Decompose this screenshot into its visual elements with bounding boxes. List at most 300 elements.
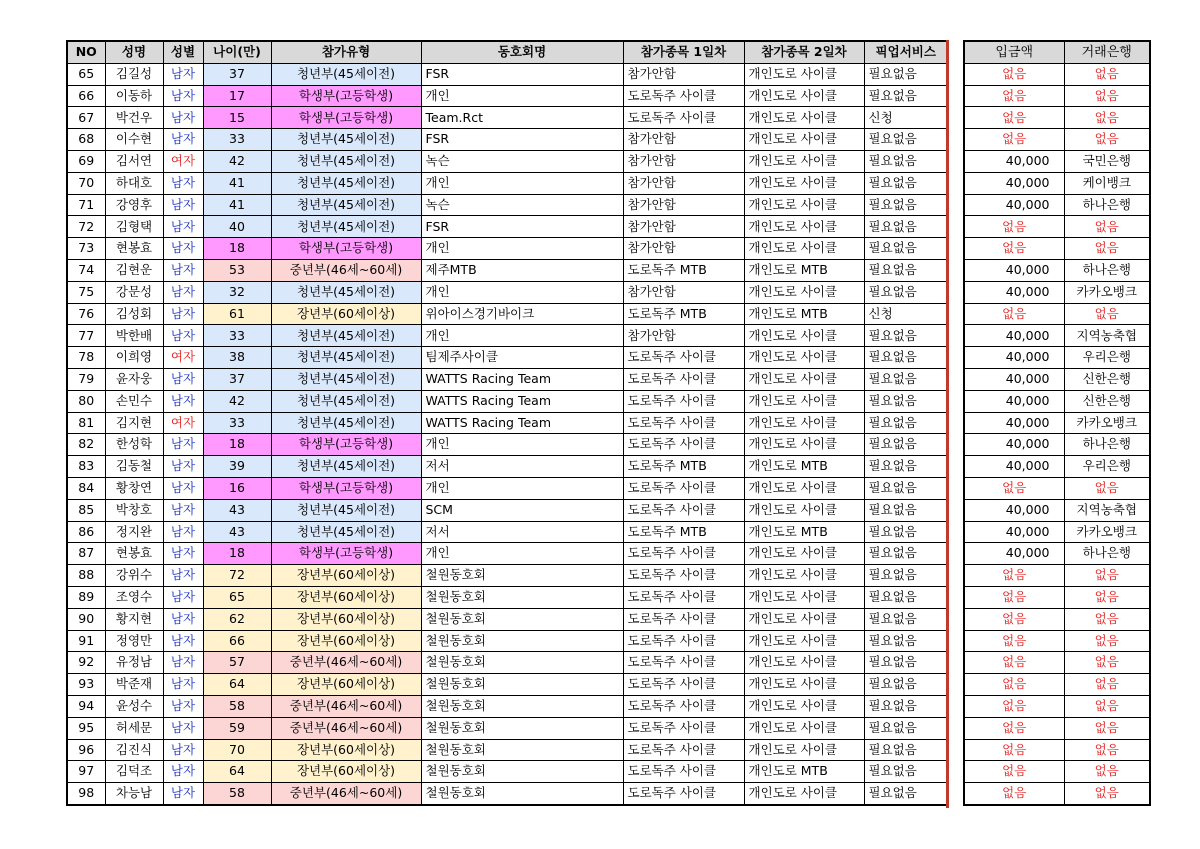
row-number: 81 (67, 412, 105, 434)
payment-row (964, 652, 1150, 674)
category-cell: 청년부(45세이전) (271, 499, 421, 521)
bank-cell: 없음 (1064, 674, 1150, 696)
club-cell: 철원동호회 (421, 608, 623, 630)
payment-row (964, 521, 1150, 543)
pickup-cell: 필요없음 (864, 630, 948, 652)
club-cell: 개인 (421, 85, 623, 107)
row-number: 66 (67, 85, 105, 107)
day2-event-cell: 개인도로 MTB (744, 521, 864, 543)
participant-name: 김서연 (105, 150, 163, 172)
day2-event-cell: 개인도로 사이클 (744, 434, 864, 456)
row-number: 67 (67, 107, 105, 129)
amount-cell: 40,000 (964, 499, 1064, 521)
age-cell: 18 (203, 434, 271, 456)
pickup-cell: 필요없음 (864, 325, 948, 347)
amount-cell: 없음 (964, 783, 1064, 805)
day1-event-cell: 도로독주 사이클 (623, 499, 744, 521)
table-row (67, 761, 948, 783)
age-cell: 37 (203, 63, 271, 85)
day2-event-cell: 개인도로 사이클 (744, 150, 864, 172)
category-cell: 장년부(60세이상) (271, 674, 421, 696)
bank-cell: 하나은행 (1064, 543, 1150, 565)
column-header: 참가종목 1일차 (623, 41, 744, 63)
bank-cell: 우리은행 (1064, 456, 1150, 478)
row-number: 75 (67, 281, 105, 303)
participant-name: 박준재 (105, 674, 163, 696)
category-cell: 장년부(60세이상) (271, 303, 421, 325)
gender-cell: 여자 (163, 347, 203, 369)
table-row (67, 259, 948, 281)
age-cell: 65 (203, 586, 271, 608)
pickup-cell: 필요없음 (864, 281, 948, 303)
day1-event-cell: 도로독주 사이클 (623, 412, 744, 434)
bank-cell: 없음 (1064, 63, 1150, 85)
day1-event-cell: 참가안함 (623, 150, 744, 172)
row-number: 69 (67, 150, 105, 172)
payment-row (964, 543, 1150, 565)
bank-cell: 없음 (1064, 129, 1150, 151)
row-number: 72 (67, 216, 105, 238)
participant-name: 이수현 (105, 129, 163, 151)
category-cell: 중년부(46세~60세) (271, 695, 421, 717)
payment-row (964, 695, 1150, 717)
age-cell: 43 (203, 521, 271, 543)
pickup-cell: 필요없음 (864, 652, 948, 674)
pickup-cell: 필요없음 (864, 368, 948, 390)
category-cell: 청년부(45세이전) (271, 347, 421, 369)
row-number: 94 (67, 695, 105, 717)
day2-event-cell: 개인도로 사이클 (744, 390, 864, 412)
amount-cell: 없음 (964, 586, 1064, 608)
bank-cell: 없음 (1064, 717, 1150, 739)
payment-row (964, 586, 1150, 608)
amount-cell: 없음 (964, 238, 1064, 260)
bank-cell: 없음 (1064, 608, 1150, 630)
table-row (67, 434, 948, 456)
row-number: 84 (67, 477, 105, 499)
age-cell: 37 (203, 368, 271, 390)
participant-name: 황지현 (105, 608, 163, 630)
column-header: 성별 (163, 41, 203, 63)
amount-cell: 없음 (964, 630, 1064, 652)
column-header: 입금액 (964, 41, 1064, 63)
day1-event-cell: 도로독주 사이클 (623, 739, 744, 761)
table-row (67, 325, 948, 347)
table-row (67, 216, 948, 238)
column-header: NO (67, 41, 105, 63)
gender-cell: 남자 (163, 739, 203, 761)
category-cell: 청년부(45세이전) (271, 412, 421, 434)
gender-cell: 남자 (163, 216, 203, 238)
day2-event-cell: 개인도로 사이클 (744, 608, 864, 630)
participant-name: 현봉효 (105, 543, 163, 565)
column-header: 참가종목 2일차 (744, 41, 864, 63)
day2-event-cell: 개인도로 사이클 (744, 477, 864, 499)
day2-event-cell: 개인도로 사이클 (744, 63, 864, 85)
payment-row (964, 456, 1150, 478)
column-header: 거래은행 (1064, 41, 1150, 63)
participant-name: 이동하 (105, 85, 163, 107)
club-cell: 개인 (421, 325, 623, 347)
day2-event-cell: 개인도로 사이클 (744, 783, 864, 805)
row-number: 90 (67, 608, 105, 630)
day2-event-cell: 개인도로 사이클 (744, 238, 864, 260)
participant-name: 정지완 (105, 521, 163, 543)
age-cell: 64 (203, 674, 271, 696)
day1-event-cell: 참가안함 (623, 129, 744, 151)
age-cell: 32 (203, 281, 271, 303)
gender-cell: 남자 (163, 521, 203, 543)
category-cell: 학생부(고등학생) (271, 238, 421, 260)
gender-cell: 남자 (163, 652, 203, 674)
amount-cell: 없음 (964, 303, 1064, 325)
payment-row (964, 238, 1150, 260)
club-cell: 개인 (421, 281, 623, 303)
bank-cell: 없음 (1064, 630, 1150, 652)
participant-name: 김덕조 (105, 761, 163, 783)
day2-event-cell: 개인도로 사이클 (744, 695, 864, 717)
pickup-cell: 필요없음 (864, 412, 948, 434)
row-number: 71 (67, 194, 105, 216)
category-cell: 중년부(46세~60세) (271, 652, 421, 674)
row-number: 87 (67, 543, 105, 565)
day1-event-cell: 도로독주 사이클 (623, 368, 744, 390)
row-number: 96 (67, 739, 105, 761)
day2-event-cell: 개인도로 사이클 (744, 630, 864, 652)
category-cell: 장년부(60세이상) (271, 608, 421, 630)
amount-cell: 40,000 (964, 259, 1064, 281)
participant-name: 현봉효 (105, 238, 163, 260)
participant-name: 김형택 (105, 216, 163, 238)
day1-event-cell: 도로독주 MTB (623, 521, 744, 543)
gender-cell: 남자 (163, 456, 203, 478)
day2-event-cell: 개인도로 사이클 (744, 281, 864, 303)
amount-cell: 40,000 (964, 150, 1064, 172)
bank-cell: 하나은행 (1064, 434, 1150, 456)
category-cell: 청년부(45세이전) (271, 129, 421, 151)
payment-row (964, 717, 1150, 739)
club-cell: FSR (421, 129, 623, 151)
pickup-cell: 필요없음 (864, 63, 948, 85)
amount-cell: 없음 (964, 216, 1064, 238)
day1-event-cell: 도로독주 MTB (623, 456, 744, 478)
pickup-cell: 필요없음 (864, 456, 948, 478)
amount-cell: 없음 (964, 608, 1064, 630)
gender-cell: 남자 (163, 172, 203, 194)
table-row (67, 695, 948, 717)
club-cell: 개인 (421, 434, 623, 456)
club-cell: 철원동호회 (421, 783, 623, 805)
gender-cell: 남자 (163, 586, 203, 608)
day1-event-cell: 참가안함 (623, 325, 744, 347)
payment-row (964, 783, 1150, 805)
participant-name: 김동철 (105, 456, 163, 478)
row-number: 80 (67, 390, 105, 412)
pickup-cell: 필요없음 (864, 172, 948, 194)
payment-row (964, 390, 1150, 412)
bank-cell: 신한은행 (1064, 390, 1150, 412)
participant-name: 하대호 (105, 172, 163, 194)
amount-cell: 40,000 (964, 347, 1064, 369)
pickup-cell: 필요없음 (864, 150, 948, 172)
category-cell: 청년부(45세이전) (271, 521, 421, 543)
pickup-cell: 필요없음 (864, 565, 948, 587)
row-number: 68 (67, 129, 105, 151)
bank-cell: 없음 (1064, 303, 1150, 325)
category-cell: 장년부(60세이상) (271, 761, 421, 783)
category-cell: 청년부(45세이전) (271, 63, 421, 85)
gender-cell: 남자 (163, 63, 203, 85)
pickup-cell: 필요없음 (864, 608, 948, 630)
pickup-cell: 필요없음 (864, 674, 948, 696)
participant-name: 차능남 (105, 783, 163, 805)
participant-name: 김길성 (105, 63, 163, 85)
bank-cell: 없음 (1064, 477, 1150, 499)
bank-cell: 없음 (1064, 783, 1150, 805)
participant-name: 강문성 (105, 281, 163, 303)
table-row (67, 412, 948, 434)
payment-row (964, 303, 1150, 325)
age-cell: 43 (203, 499, 271, 521)
table-row (67, 368, 948, 390)
pickup-cell: 필요없음 (864, 194, 948, 216)
payment-row (964, 368, 1150, 390)
club-cell: 철원동호회 (421, 739, 623, 761)
age-cell: 72 (203, 565, 271, 587)
payment-row (964, 325, 1150, 347)
participant-name: 윤성수 (105, 695, 163, 717)
amount-cell: 40,000 (964, 521, 1064, 543)
participant-name: 박건우 (105, 107, 163, 129)
gender-cell: 남자 (163, 717, 203, 739)
day1-event-cell: 도로독주 사이클 (623, 85, 744, 107)
pickup-cell: 필요없음 (864, 238, 948, 260)
age-cell: 17 (203, 85, 271, 107)
amount-cell: 없음 (964, 717, 1064, 739)
payment-table (963, 40, 1151, 806)
gender-cell: 남자 (163, 281, 203, 303)
amount-cell: 40,000 (964, 456, 1064, 478)
payment-row (964, 499, 1150, 521)
pickup-cell: 필요없음 (864, 783, 948, 805)
participant-name: 이희영 (105, 347, 163, 369)
table-row (67, 85, 948, 107)
day1-event-cell: 도로독주 사이클 (623, 347, 744, 369)
bank-cell: 카카오뱅크 (1064, 412, 1150, 434)
day2-event-cell: 개인도로 사이클 (744, 194, 864, 216)
row-number: 77 (67, 325, 105, 347)
pickup-cell: 필요없음 (864, 761, 948, 783)
participant-name: 허세문 (105, 717, 163, 739)
bank-cell: 하나은행 (1064, 259, 1150, 281)
category-cell: 장년부(60세이상) (271, 630, 421, 652)
participant-name: 박창호 (105, 499, 163, 521)
amount-cell: 40,000 (964, 325, 1064, 347)
pickup-cell: 필요없음 (864, 129, 948, 151)
column-header: 참가유형 (271, 41, 421, 63)
table-row (67, 238, 948, 260)
age-cell: 58 (203, 695, 271, 717)
club-cell: 녹슨 (421, 150, 623, 172)
pickup-cell: 필요없음 (864, 216, 948, 238)
row-number: 82 (67, 434, 105, 456)
payment-row (964, 477, 1150, 499)
bank-cell: 없음 (1064, 586, 1150, 608)
day2-event-cell: 개인도로 MTB (744, 456, 864, 478)
gender-cell: 남자 (163, 238, 203, 260)
table-row (67, 739, 948, 761)
bank-cell: 없음 (1064, 216, 1150, 238)
day2-event-cell: 개인도로 사이클 (744, 586, 864, 608)
row-number: 78 (67, 347, 105, 369)
age-cell: 59 (203, 717, 271, 739)
payment-row (964, 259, 1150, 281)
club-cell: 저서 (421, 456, 623, 478)
day1-event-cell: 참가안함 (623, 172, 744, 194)
gender-cell: 남자 (163, 325, 203, 347)
pickup-cell: 필요없음 (864, 543, 948, 565)
day2-event-cell: 개인도로 사이클 (744, 216, 864, 238)
bank-cell: 없음 (1064, 85, 1150, 107)
amount-cell: 없음 (964, 695, 1064, 717)
gender-cell: 남자 (163, 107, 203, 129)
payment-row (964, 434, 1150, 456)
amount-cell: 없음 (964, 739, 1064, 761)
club-cell: Team.Rct (421, 107, 623, 129)
category-cell: 학생부(고등학생) (271, 543, 421, 565)
participant-name: 조영수 (105, 586, 163, 608)
club-cell: 개인 (421, 543, 623, 565)
age-cell: 42 (203, 390, 271, 412)
row-number: 91 (67, 630, 105, 652)
bank-cell: 없음 (1064, 565, 1150, 587)
day1-event-cell: 도로독주 사이클 (623, 674, 744, 696)
bank-cell: 지역농축협 (1064, 499, 1150, 521)
club-cell: FSR (421, 63, 623, 85)
table-row (67, 63, 948, 85)
category-cell: 청년부(45세이전) (271, 216, 421, 238)
category-cell: 학생부(고등학생) (271, 434, 421, 456)
table-row (67, 783, 948, 805)
payment-row (964, 172, 1150, 194)
bank-cell: 지역농축협 (1064, 325, 1150, 347)
amount-cell: 40,000 (964, 390, 1064, 412)
day2-event-cell: 개인도로 사이클 (744, 717, 864, 739)
gender-cell: 남자 (163, 543, 203, 565)
club-cell: 철원동호회 (421, 717, 623, 739)
table-row (67, 717, 948, 739)
payment-header-row (964, 41, 1150, 63)
amount-cell: 없음 (964, 85, 1064, 107)
amount-cell: 40,000 (964, 434, 1064, 456)
day1-event-cell: 도로독주 사이클 (623, 543, 744, 565)
day1-event-cell: 도로독주 사이클 (623, 630, 744, 652)
day1-event-cell: 도로독주 사이클 (623, 717, 744, 739)
bank-cell: 국민은행 (1064, 150, 1150, 172)
table-header-row (67, 41, 948, 63)
participant-name: 황창연 (105, 477, 163, 499)
category-cell: 장년부(60세이상) (271, 586, 421, 608)
payment-row (964, 281, 1150, 303)
amount-cell: 40,000 (964, 281, 1064, 303)
participant-name: 김성회 (105, 303, 163, 325)
payment-row (964, 63, 1150, 85)
payment-row (964, 216, 1150, 238)
payment-row (964, 347, 1150, 369)
day2-event-cell: 개인도로 사이클 (744, 368, 864, 390)
pickup-cell: 필요없음 (864, 695, 948, 717)
payment-row (964, 150, 1150, 172)
row-number: 76 (67, 303, 105, 325)
category-cell: 청년부(45세이전) (271, 172, 421, 194)
table-row (67, 303, 948, 325)
payment-row (964, 194, 1150, 216)
category-cell: 학생부(고등학생) (271, 85, 421, 107)
club-cell: 철원동호회 (421, 695, 623, 717)
age-cell: 16 (203, 477, 271, 499)
day2-event-cell: 개인도로 사이클 (744, 652, 864, 674)
day1-event-cell: 참가안함 (623, 238, 744, 260)
day2-event-cell: 개인도로 사이클 (744, 674, 864, 696)
participants-table (66, 40, 949, 806)
row-number: 79 (67, 368, 105, 390)
table-row (67, 150, 948, 172)
day1-event-cell: 도로독주 MTB (623, 303, 744, 325)
amount-cell: 40,000 (964, 543, 1064, 565)
column-header: 동호회명 (421, 41, 623, 63)
participant-name: 김현운 (105, 259, 163, 281)
day2-event-cell: 개인도로 사이클 (744, 129, 864, 151)
gender-cell: 남자 (163, 368, 203, 390)
participant-name: 윤자웅 (105, 368, 163, 390)
pickup-cell: 필요없음 (864, 347, 948, 369)
amount-cell: 없음 (964, 107, 1064, 129)
club-cell: 철원동호회 (421, 586, 623, 608)
club-cell: 개인 (421, 238, 623, 260)
day2-event-cell: 개인도로 MTB (744, 761, 864, 783)
pickup-cell: 필요없음 (864, 499, 948, 521)
day1-event-cell: 참가안함 (623, 194, 744, 216)
age-cell: 40 (203, 216, 271, 238)
age-cell: 41 (203, 172, 271, 194)
day2-event-cell: 개인도로 사이클 (744, 347, 864, 369)
participant-name: 박한배 (105, 325, 163, 347)
day1-event-cell: 참가안함 (623, 63, 744, 85)
club-cell: WATTS Racing Team (421, 390, 623, 412)
payment-row (964, 674, 1150, 696)
age-cell: 41 (203, 194, 271, 216)
row-number: 92 (67, 652, 105, 674)
table-row (67, 499, 948, 521)
column-header: 성명 (105, 41, 163, 63)
day2-event-cell: 개인도로 사이클 (744, 543, 864, 565)
day1-event-cell: 도로독주 사이클 (623, 695, 744, 717)
club-cell: 개인 (421, 172, 623, 194)
category-cell: 중년부(46세~60세) (271, 783, 421, 805)
category-cell: 장년부(60세이상) (271, 565, 421, 587)
row-number: 97 (67, 761, 105, 783)
day2-event-cell: 개인도로 MTB (744, 303, 864, 325)
table-row (67, 630, 948, 652)
payment-row (964, 565, 1150, 587)
participant-name: 김지현 (105, 412, 163, 434)
column-header: 픽업서비스 (864, 41, 948, 63)
table-row (67, 456, 948, 478)
bank-cell: 없음 (1064, 739, 1150, 761)
gender-cell: 남자 (163, 608, 203, 630)
category-cell: 학생부(고등학생) (271, 477, 421, 499)
table-row (67, 652, 948, 674)
